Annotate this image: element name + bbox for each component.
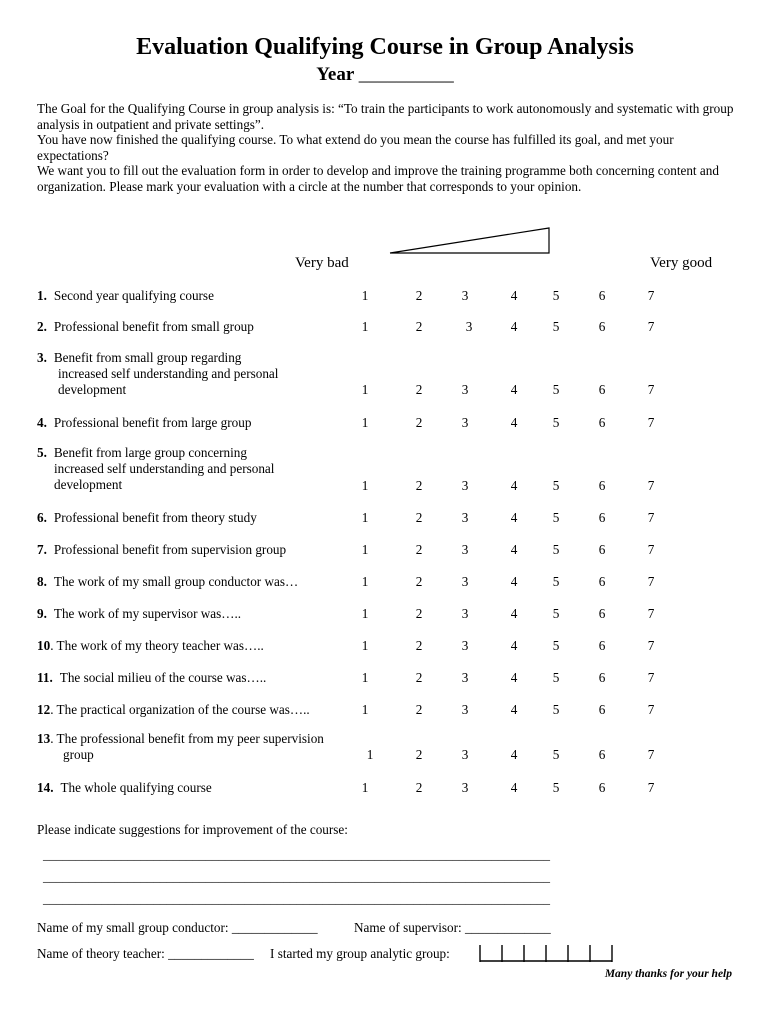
question-text: Professional benefit from small group (53, 319, 254, 334)
year-line (0, 64, 770, 86)
question-number: 3. (37, 350, 47, 365)
question-7 (37, 542, 286, 558)
rating-option-7[interactable]: 7 (647, 574, 655, 589)
rating-option-7[interactable]: 7 (647, 747, 655, 762)
question-number: 6. (37, 510, 47, 525)
rating-option-6[interactable]: 6 (598, 382, 606, 397)
scale-high-label: Very good (650, 255, 713, 271)
rating-option-4[interactable]: 4 (510, 415, 518, 430)
rating-option-7[interactable]: 7 (647, 670, 655, 685)
rating-option-3[interactable]: 3 (461, 638, 469, 653)
rating-option-5[interactable]: 5 (552, 747, 560, 762)
rating-option-6[interactable]: 6 (598, 478, 606, 493)
rating-option-7[interactable]: 7 (647, 478, 655, 493)
question-text: Benefit from large group concerning (53, 445, 247, 460)
question-text: group (63, 747, 94, 762)
rating-option-4[interactable]: 4 (510, 478, 518, 493)
question-text: The social milieu of the course was….. (59, 670, 267, 685)
rating-option-5[interactable]: 5 (552, 638, 560, 653)
rating-option-3[interactable]: 3 (461, 780, 469, 795)
question-number: 4. (37, 415, 47, 430)
intro-goal: The Goal for the Qualifying Course in group analysis is: “To train the participants to work autonomously and systematic with group analysis in outpatient and private settings”. (37, 101, 734, 132)
rating-option-2[interactable]: 2 (415, 670, 423, 685)
intro-question: You have now finished the qualifying course. To what extend do you mean the course has fulfilled its goal, and met your expectations? (37, 132, 674, 163)
conductor-name-field[interactable]: Name of my small group conductor: _____________ (37, 920, 318, 935)
rating-option-4[interactable]: 4 (510, 319, 518, 334)
rating-option-6[interactable]: 6 (598, 670, 606, 685)
rating-option-2[interactable]: 2 (415, 478, 423, 493)
rating-option-2[interactable]: 2 (415, 574, 423, 589)
rating-option-4[interactable]: 4 (510, 510, 518, 525)
rating-option-5[interactable]: 5 (552, 478, 560, 493)
rating-option-6[interactable]: 6 (598, 747, 606, 762)
rating-option-3[interactable]: 3 (461, 747, 469, 762)
rating-option-1[interactable]: 1 (361, 478, 369, 493)
rating-option-5[interactable]: 5 (552, 510, 560, 525)
question-4 (37, 415, 251, 431)
question-number: 8. (37, 574, 47, 589)
question-number: 5. (37, 445, 47, 460)
rating-option-1[interactable]: 1 (361, 542, 369, 557)
rating-option-7[interactable]: 7 (647, 319, 655, 334)
rating-option-2[interactable]: 2 (415, 747, 423, 762)
group-start-date-boxes[interactable] (478, 944, 616, 964)
question-13 (37, 731, 324, 763)
rating-option-5[interactable]: 5 (552, 670, 560, 685)
question-8 (37, 574, 298, 590)
rating-option-3[interactable]: 3 (461, 702, 469, 717)
question-text: The work of my supervisor was….. (53, 606, 242, 621)
rating-option-6[interactable]: 6 (598, 542, 606, 557)
rating-option-6[interactable]: 6 (598, 638, 606, 653)
scale-wedge-graphic (388, 226, 552, 256)
scale-low-label: Very bad (295, 255, 349, 271)
rating-option-4[interactable]: 4 (510, 288, 518, 303)
intro-instructions: We want you to fill out the evaluation form in order to develop and improve the training programme both concerning content and organization. Please mark your evaluation with a circle at the number that corresponds to your opinion. (37, 163, 719, 194)
rating-option-5[interactable]: 5 (552, 382, 560, 397)
rating-option-1[interactable]: 1 (361, 382, 369, 397)
rating-option-2[interactable]: 2 (415, 319, 423, 334)
rating-option-3[interactable]: 3 (461, 574, 469, 589)
rating-option-7[interactable]: 7 (647, 288, 655, 303)
rating-option-2[interactable]: 2 (415, 510, 423, 525)
rating-option-3[interactable]: 3 (461, 478, 469, 493)
question-5 (37, 445, 274, 493)
group-start-label: I started my group analytic group: (270, 946, 450, 961)
intro-text (37, 101, 737, 195)
question-number: 2. (37, 319, 47, 334)
question-text: Professional benefit from theory study (53, 510, 257, 525)
form-title: Evaluation Qualifying Course in Group Analysis (136, 34, 634, 60)
rating-option-6[interactable]: 6 (598, 702, 606, 717)
question-text: increased self understanding and personal (54, 461, 275, 476)
rating-option-5[interactable]: 5 (552, 319, 560, 334)
rating-option-7[interactable]: 7 (647, 542, 655, 557)
question-text: Professional benefit from large group (53, 415, 252, 430)
rating-option-1[interactable]: 1 (361, 415, 369, 430)
rating-option-2[interactable]: 2 (415, 288, 423, 303)
rating-option-5[interactable]: 5 (552, 574, 560, 589)
suggestion-line-2[interactable]: ______________________________________________________________________________ (43, 869, 550, 884)
rating-option-6[interactable]: 6 (598, 574, 606, 589)
question-text: The work of my small group conductor was… (53, 574, 299, 589)
rating-option-2[interactable]: 2 (415, 606, 423, 621)
question-number: 12 (37, 702, 51, 717)
question-text: Second year qualifying course (53, 288, 214, 303)
rating-option-7[interactable]: 7 (647, 510, 655, 525)
question-text: . The practical organization of the course was….. (50, 702, 310, 717)
rating-option-3[interactable]: 3 (461, 288, 469, 303)
question-number: 9. (37, 606, 47, 621)
rating-option-3[interactable]: 3 (461, 415, 469, 430)
rating-option-1[interactable]: 1 (361, 574, 369, 589)
rating-option-5[interactable]: 5 (552, 542, 560, 557)
rating-option-7[interactable]: 7 (647, 415, 655, 430)
rating-option-3[interactable]: 3 (461, 510, 469, 525)
supervisor-name-field[interactable]: Name of supervisor: _____________ (354, 920, 551, 935)
rating-option-4[interactable]: 4 (510, 747, 518, 762)
year-label: Year (316, 64, 354, 85)
question-number: 10 (37, 638, 51, 653)
rating-option-5[interactable]: 5 (552, 288, 560, 303)
rating-option-2[interactable]: 2 (415, 415, 423, 430)
rating-option-2[interactable]: 2 (415, 638, 423, 653)
rating-option-6[interactable]: 6 (598, 780, 606, 795)
rating-option-3[interactable]: 3 (461, 382, 469, 397)
question-text: development (58, 382, 127, 397)
question-text: development (54, 477, 123, 492)
suggestions-label: Please indicate suggestions for improvement of the course: (37, 822, 348, 837)
rating-option-4[interactable]: 4 (510, 382, 518, 397)
rating-option-7[interactable]: 7 (647, 780, 655, 795)
rating-option-5[interactable]: 5 (552, 606, 560, 621)
rating-option-4[interactable]: 4 (510, 606, 518, 621)
suggestion-line-3[interactable]: ______________________________________________________________________________ (43, 891, 550, 906)
rating-option-1[interactable]: 1 (361, 510, 369, 525)
rating-option-3[interactable]: 3 (461, 606, 469, 621)
rating-option-5[interactable]: 5 (552, 415, 560, 430)
suggestion-line-1[interactable]: ______________________________________________________________________________ (43, 847, 550, 862)
rating-option-6[interactable]: 6 (598, 319, 606, 334)
question-1 (37, 288, 214, 304)
question-9 (37, 606, 241, 622)
rating-option-7[interactable]: 7 (647, 382, 655, 397)
rating-option-6[interactable]: 6 (598, 510, 606, 525)
rating-option-4[interactable]: 4 (510, 542, 518, 557)
question-14 (37, 780, 212, 796)
question-number: 13 (37, 731, 51, 746)
teacher-name-field[interactable]: Name of theory teacher: _____________ (37, 946, 254, 961)
rating-option-3[interactable]: 3 (465, 319, 473, 334)
rating-option-1[interactable]: 1 (361, 670, 369, 685)
question-11 (37, 670, 266, 686)
question-3 (37, 350, 278, 398)
question-number: 11. (37, 670, 53, 685)
rating-option-2[interactable]: 2 (415, 382, 423, 397)
rating-option-5[interactable]: 5 (552, 702, 560, 717)
rating-option-1[interactable]: 1 (361, 702, 369, 717)
question-text: . The professional benefit from my peer supervision (50, 731, 324, 746)
rating-option-2[interactable]: 2 (415, 702, 423, 717)
rating-option-7[interactable]: 7 (647, 606, 655, 621)
rating-option-2[interactable]: 2 (415, 542, 423, 557)
rating-option-3[interactable]: 3 (461, 542, 469, 557)
rating-option-2[interactable]: 2 (415, 780, 423, 795)
rating-option-1[interactable]: 1 (361, 319, 369, 334)
rating-option-1[interactable]: 1 (361, 606, 369, 621)
rating-option-1[interactable]: 1 (366, 747, 374, 762)
rating-option-4[interactable]: 4 (510, 702, 518, 717)
rating-option-1[interactable]: 1 (361, 288, 369, 303)
rating-option-4[interactable]: 4 (510, 638, 518, 653)
question-number: 14. (37, 780, 54, 795)
question-number: 7. (37, 542, 47, 557)
question-text: . The work of my theory teacher was….. (50, 638, 264, 653)
rating-option-5[interactable]: 5 (552, 780, 560, 795)
rating-option-1[interactable]: 1 (361, 638, 369, 653)
year-field[interactable]: __________ (358, 64, 454, 85)
question-text: Professional benefit from supervision group (53, 542, 287, 557)
rating-option-4[interactable]: 4 (510, 574, 518, 589)
question-text: Benefit from small group regarding (53, 350, 242, 365)
question-text: The whole qualifying course (60, 780, 212, 795)
question-6 (37, 510, 257, 526)
question-text: increased self understanding and personal (58, 366, 279, 381)
question-10 (37, 638, 264, 654)
rating-option-4[interactable]: 4 (510, 780, 518, 795)
rating-option-1[interactable]: 1 (361, 780, 369, 795)
rating-option-6[interactable]: 6 (598, 415, 606, 430)
question-2 (37, 319, 254, 335)
rating-option-7[interactable]: 7 (647, 638, 655, 653)
rating-option-6[interactable]: 6 (598, 606, 606, 621)
question-12 (37, 702, 310, 718)
rating-option-6[interactable]: 6 (598, 288, 606, 303)
rating-option-3[interactable]: 3 (461, 670, 469, 685)
thanks-note: Many thanks for your help (604, 968, 732, 980)
rating-option-7[interactable]: 7 (647, 702, 655, 717)
question-number: 1. (37, 288, 47, 303)
rating-option-4[interactable]: 4 (510, 670, 518, 685)
